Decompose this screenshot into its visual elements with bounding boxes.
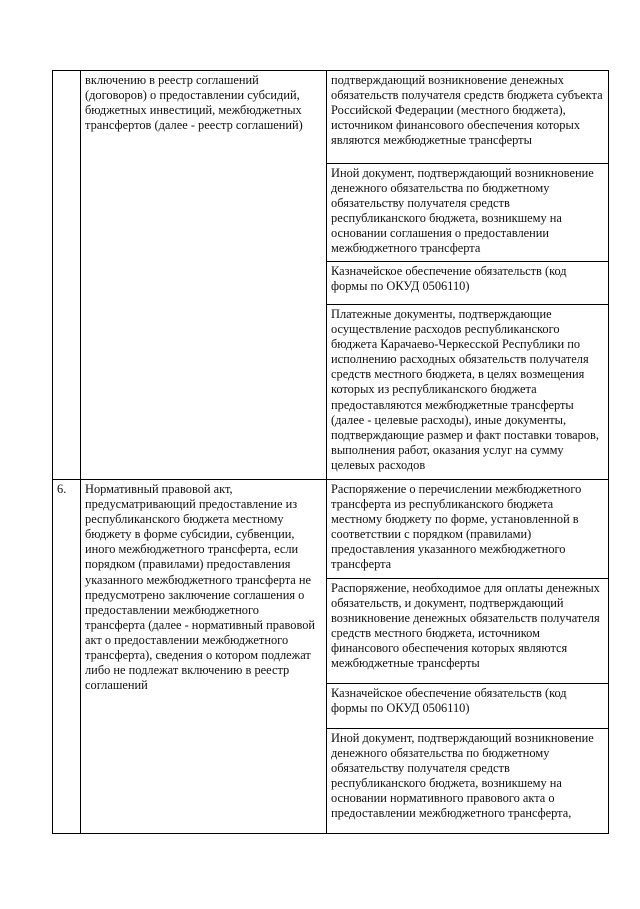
document-cell: Иной документ, подтверждающий возникновение денежного обязательства по бюджетному обязательству получателя средств республиканского бюджета, возникшему на основании нормативного правового акта о предоставлении межбюджетного трансферта,: [327, 729, 609, 834]
requirements-table: [52, 70, 609, 834]
document-cell: Распоряжение о перечислении межбюджетного трансферта из республиканского бюджета местному бюджету по форме, установленной в соответствии с порядком (правилами) предоставления указанного межбюджетного трансферта: [327, 480, 609, 579]
row-description-cell: Нормативный правовой акт, предусматривающий предоставление из республиканского бюджета местному бюджету в форме субсидии, субвенции, иного межбюджетного трансферта, если порядком (правилами) предоставления указанного межбюджетного трансферта не предусмотрено заключение соглашения о предоставлении межбюджетного трансферта (далее - нормативный правовой акт о предоставлении межбюджетного трансферта), сведения о котором подлежат либо не подлежат включению в реестр соглашений: [81, 480, 327, 834]
document-cell: Казначейское обеспечение обязательств (код формы по ОКУД 0506110): [327, 684, 609, 729]
row-description-cell: включению в реестр соглашений (договоров) о предоставлении субсидий, бюджетных инвестиций, межбюджетных трансфертов (далее - реестр соглашений): [81, 71, 327, 480]
row-number-cell: [53, 71, 81, 480]
table-row: [53, 480, 609, 579]
table-row: [53, 71, 609, 164]
document-cell: Распоряжение, необходимое для оплаты денежных обязательств, и документ, подтверждающий возникновение денежных обязательств получателя средств местного бюджета, источником финансового обеспечения которых являются межбюджетные трансферты: [327, 579, 609, 684]
document-cell: подтверждающий возникновение денежных обязательств получателя средств бюджета субъекта Российской Федерации (местного бюджета), источником финансового обеспечения которых являются межбюджетные трансферты: [327, 71, 609, 164]
document-cell: Платежные документы, подтверждающие осуществление расходов республиканского бюджета Карачаево-Черкесской Республики по исполнению расходных обязательств получателя средств местного бюджета, в целях возмещения которых из республиканского бюджета предоставляются межбюджетные трансферты (далее - целевые расходы), иные документы, подтверждающие размер и факт поставки товаров, выполнения работ, оказания услуг на сумму целевых расходов: [327, 305, 609, 480]
row-number-cell: 6.: [53, 480, 81, 834]
document-cell: Иной документ, подтверждающий возникновение денежного обязательства по бюджетному обязательству получателя средств республиканского бюджета, возникшему на основании соглашения о предоставлении межбюджетного трансферта: [327, 164, 609, 262]
document-cell: Казначейское обеспечение обязательств (код формы по ОКУД 0506110): [327, 262, 609, 305]
